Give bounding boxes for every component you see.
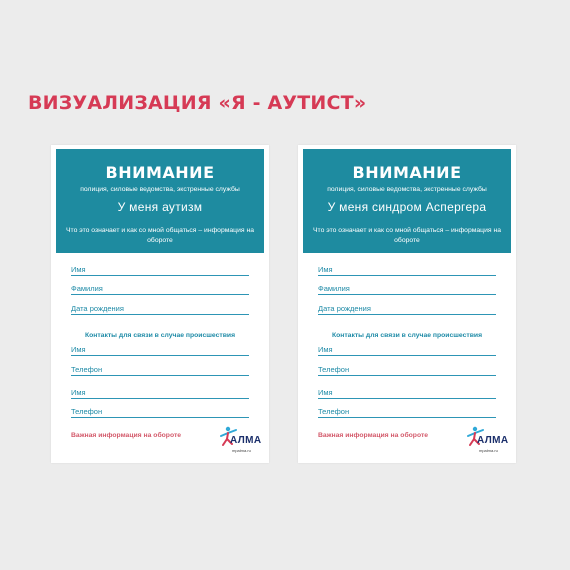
birthdate-field[interactable]: [318, 304, 496, 315]
alma-logo: [219, 425, 263, 457]
page-title: ВИЗУАЛИЗАЦИЯ «Я - АУТИСТ»: [28, 92, 367, 114]
surname-field[interactable]: [318, 284, 496, 295]
card-asperger: [298, 145, 516, 463]
surname-label: Фамилия: [318, 284, 350, 293]
contact1-phone-field[interactable]: [71, 365, 249, 376]
birthdate-label: Дата рождения: [71, 304, 124, 313]
contact1-name-field[interactable]: [318, 345, 496, 356]
contact2-name-field[interactable]: [318, 388, 496, 399]
contact2-phone-field[interactable]: [71, 407, 249, 418]
contact1-name-field[interactable]: [71, 345, 249, 356]
contact2-phone-field[interactable]: [318, 407, 496, 418]
birthdate-field[interactable]: [71, 304, 249, 315]
contact2-name-field[interactable]: [71, 388, 249, 399]
services-line: полиция, силовые ведомства, экстренные службы: [80, 186, 240, 193]
reverse-note: Что это означает и как со мной общаться – информация на обороте: [66, 227, 254, 244]
contact1-phone-label: Телефон: [318, 365, 350, 374]
attention-heading: ВНИМАНИЕ: [352, 163, 462, 182]
card-header: [303, 149, 511, 253]
card-autism: [51, 145, 269, 463]
logo-subtext: mpalma.ru: [232, 448, 251, 453]
contact2-phone-label: Телефон: [71, 407, 103, 416]
diagnosis-line: У меня синдром Аспергера: [327, 200, 487, 214]
contact1-phone-label: Телефон: [71, 365, 103, 374]
contact2-name-label: Имя: [318, 388, 333, 397]
contact1-name-label: Имя: [71, 345, 86, 354]
contacts-heading: Контакты для связи в случае происшествия: [331, 332, 483, 339]
surname-label: Фамилия: [71, 284, 103, 293]
diagnosis-line: У меня аутизм: [117, 200, 203, 214]
name-field[interactable]: [318, 265, 496, 276]
surname-field[interactable]: [71, 284, 249, 295]
important-note: Важная информация на обороте: [71, 432, 182, 439]
contact2-name-label: Имя: [71, 388, 86, 397]
logo-text: АЛМА: [230, 435, 262, 446]
attention-heading: ВНИМАНИЕ: [105, 163, 215, 182]
reverse-note: Что это означает и как со мной общаться – информация на обороте: [313, 227, 501, 244]
logo-subtext: mpalma.ru: [479, 448, 498, 453]
name-label: Имя: [318, 265, 333, 274]
services-line: полиция, силовые ведомства, экстренные службы: [327, 186, 487, 193]
name-field[interactable]: [71, 265, 249, 276]
contacts-heading: Контакты для связи в случае происшествия: [84, 332, 236, 339]
alma-logo: [466, 425, 510, 457]
birthdate-label: Дата рождения: [318, 304, 371, 313]
contact1-name-label: Имя: [318, 345, 333, 354]
important-note: Важная информация на обороте: [318, 432, 429, 439]
contact2-phone-label: Телефон: [318, 407, 350, 416]
name-label: Имя: [71, 265, 86, 274]
card-header: [56, 149, 264, 253]
contact1-phone-field[interactable]: [318, 365, 496, 376]
logo-text: АЛМА: [477, 435, 509, 446]
